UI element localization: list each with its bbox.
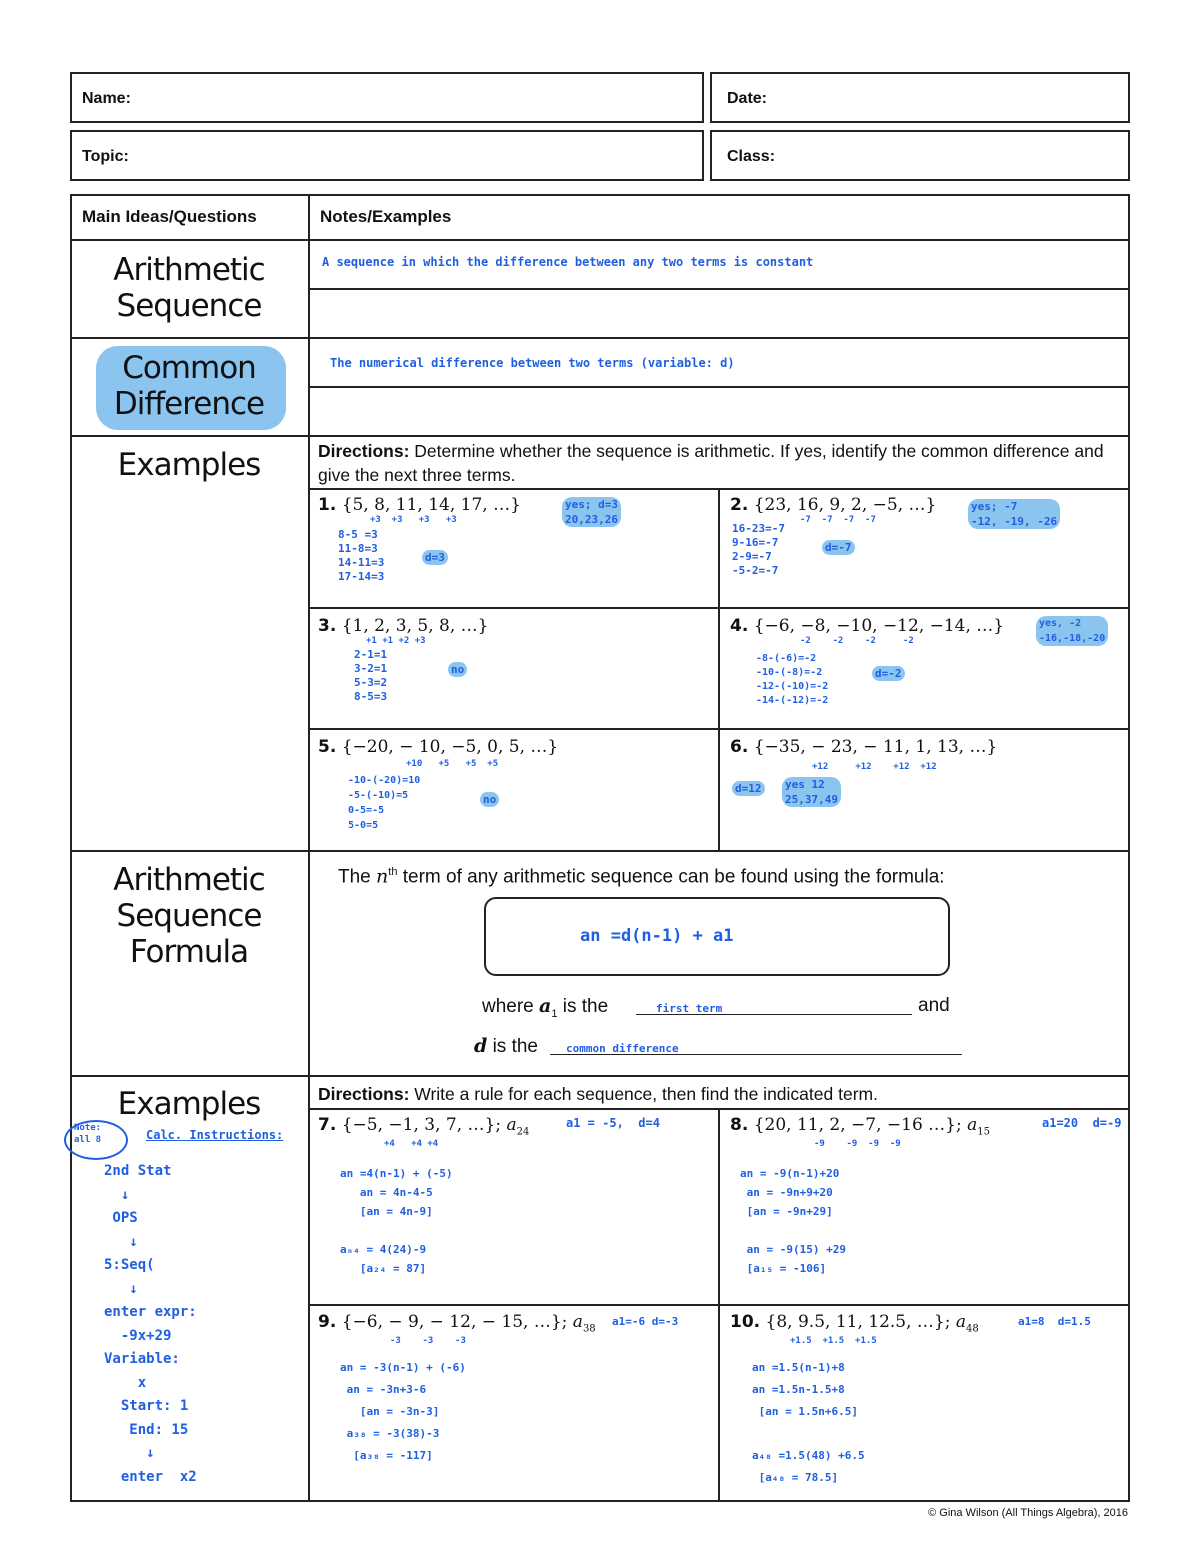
directions-text: Determine whether the sequence is arithmetic. If yes, identify the common difference and give the next three terms. [318, 441, 1104, 485]
problem-answer: yes; d=3 20,23,26 [562, 497, 621, 527]
problem-diffs: +10 +5 +5 +5 [406, 759, 499, 769]
where-line: where $a_1$ is the [482, 995, 609, 1020]
problem-seq: 7. {−5, −1, 3, 7, …}; $a_{24}$ [318, 1115, 530, 1138]
problem-seq: 5. {−20, − 10, −5, 0, 5, …} [318, 737, 559, 757]
common-title-line1: Common [122, 350, 256, 386]
problem-work: 8-5 =3 11-8=3 14-11=3 17-14=3 [338, 528, 385, 583]
formula-title [72, 862, 306, 970]
problem-seq: 9. {−6, − 9, − 12, − 15, …}; $a_{38}$ [318, 1312, 596, 1335]
directions-label: Directions: [318, 441, 410, 461]
problem-seq: 1. {5, 8, 11, 14, 17, …} [318, 495, 521, 515]
examples1-directions [318, 439, 1118, 487]
divider [308, 288, 1130, 290]
problem-work: 2-1=1 3-2=1 5-3=2 8-5=3 [354, 648, 388, 703]
formula-intro: The $n^{th}$ term of any arithmetic sequence can be found using the formula: [338, 865, 945, 888]
problem-note: a1=-6 d=-3 [612, 1315, 679, 1328]
examples2-directions [318, 1082, 1118, 1106]
divider [308, 1304, 1130, 1306]
common-difference-answer: common difference [566, 1042, 679, 1055]
formula-answer: an =d(n-1) + a1 [580, 926, 734, 946]
problem-answer: no [448, 662, 467, 677]
problem-diffs: +1.5 +1.5 +1.5 [790, 1336, 877, 1346]
name-label: Name: [82, 90, 131, 107]
date-label: Date: [727, 90, 768, 107]
divider [70, 337, 1130, 339]
problem-diffs: -2 -2 -2 -2 [800, 636, 914, 646]
topic-label: Topic: [82, 148, 129, 165]
problem-note: a1 = -5, d=4 [566, 1116, 660, 1130]
problem-answer: yes 12 25,37,49 [782, 777, 841, 807]
divider [308, 607, 1130, 609]
calc-note: Note: all 8 [74, 1123, 102, 1145]
problem-diffs: -9 -9 -9 -9 [814, 1139, 901, 1149]
formula-title-line3: Formula [129, 934, 249, 970]
problem-diffs: -7 -7 -7 -7 [800, 515, 876, 525]
col2-header: Notes/Examples [320, 207, 452, 226]
problem-work: an = -3(n-1) + (-6) an = -3n+3-6 [an = -3n-3] a₃₈ = -3(38)-3 [a₃₈ = -117] [340, 1361, 466, 1462]
arith-title-line1: Arithmetic [113, 252, 265, 288]
problem-note: d=12 [732, 781, 765, 796]
problem-note: d=-2 [872, 666, 905, 681]
problem-work: 16-23=-7 9-16=-7 2-9=-7 -5-2=-7 [732, 522, 785, 577]
divider [70, 239, 1130, 241]
common-title-line2: Difference [113, 386, 265, 422]
common-definition: The numerical difference between two terms (variable: d) [330, 356, 735, 370]
problem-seq: 6. {−35, − 23, − 11, 1, 13, …} [730, 737, 998, 757]
problem-note: d=-7 [822, 540, 855, 555]
directions-text: Write a rule for each sequence, then find the indicated term. [409, 1084, 878, 1104]
examples1-title: Examples [117, 447, 261, 483]
problem-work: an = -9(n-1)+20 an = -9n+9+20 [an = -9n+29] an = -9(15) +29 [a₁₅ = -106] [740, 1167, 846, 1275]
calc-steps: 2nd Stat ↓ OPS ↓ 5:Seq( ↓ enter expr: -9x+29 Variable: x Start: 1 End: 15 ↓ enter x2 [104, 1163, 197, 1485]
problem-work: an =4(n-1) + (-5) an = 4n-4-5 [an = 4n-9] aₙ₄ = 4(24)-9 [a₂₄ = 87] [340, 1167, 453, 1275]
problem-work: -8-(-6)=-2 -10-(-8)=-2 -12-(-10)=-2 -14-(-12)=-2 [756, 653, 829, 706]
problem-diffs: +12 +12 +12 +12 [812, 762, 937, 772]
divider [70, 850, 1130, 852]
problem-answer: yes, -2 -16,-18,-20 [1036, 616, 1108, 646]
problem-note: d=3 [422, 550, 448, 565]
divider [70, 1075, 1130, 1077]
problem-work: -10-(-20)=10 -5-(-10)=5 0-5=-5 5-0=5 [348, 775, 421, 831]
formula-title-line2: Sequence [116, 898, 262, 934]
problem-seq: 3. {1, 2, 3, 5, 8, …} [318, 616, 489, 636]
where-and: and [918, 995, 950, 1016]
class-label: Class: [727, 148, 776, 165]
topic-box[interactable] [70, 130, 704, 181]
class-box[interactable] [710, 130, 1130, 181]
first-term-answer: first term [656, 1002, 723, 1015]
divider [308, 728, 1130, 730]
directions-label: Directions: [318, 1084, 410, 1104]
arith-definition: A sequence in which the difference between any two terms is constant [322, 255, 814, 269]
divider [70, 435, 1130, 437]
problem-seq: 2. {23, 16, 9, 2, −5, …} [730, 495, 937, 515]
problem-answer: yes; -7 -12, -19, -26 [968, 499, 1060, 529]
date-box[interactable] [710, 72, 1130, 123]
name-box[interactable] [70, 72, 704, 123]
common-title-text [72, 350, 306, 422]
problem-diffs: -3 -3 -3 [390, 1336, 466, 1346]
examples2-title: Examples [117, 1086, 261, 1122]
divider [308, 386, 1130, 388]
problem-diffs: +1 +1 +2 +3 [366, 636, 426, 646]
problem-work: an =1.5(n-1)+8 an =1.5n-1.5+8 [an = 1.5n+6.5] a₄₈ =1.5(48) +6.5 [a₄₈ = 78.5] [752, 1361, 865, 1484]
col1-header: Main Ideas/Questions [82, 207, 257, 226]
problem-diffs: +4 +4 +4 [384, 1139, 439, 1149]
problem-seq: 4. {−6, −8, −10, −12, −14, …} [730, 616, 1005, 636]
divider [718, 488, 720, 850]
problem-diffs: +3 +3 +3 +3 [370, 515, 457, 525]
problem-seq: 8. {20, 11, 2, −7, −16 …}; $a_{15}$ [730, 1115, 990, 1138]
copyright-footer: © Gina Wilson (All Things Algebra), 2016 [928, 1507, 1128, 1519]
arith-title [72, 252, 306, 324]
problem-answer: no [480, 792, 499, 807]
problem-note: a1=20 d=-9 [1042, 1116, 1122, 1130]
formula-title-line1: Arithmetic [113, 862, 265, 898]
d-line: d is the [474, 1035, 538, 1057]
arith-title-line2: Sequence [116, 288, 262, 324]
problem-note: a1=8 d=1.5 [1018, 1315, 1091, 1328]
problem-seq: 10. {8, 9.5, 11, 12.5, …}; $a_{48}$ [730, 1312, 979, 1335]
calc-title: Calc. Instructions: [146, 1128, 284, 1142]
